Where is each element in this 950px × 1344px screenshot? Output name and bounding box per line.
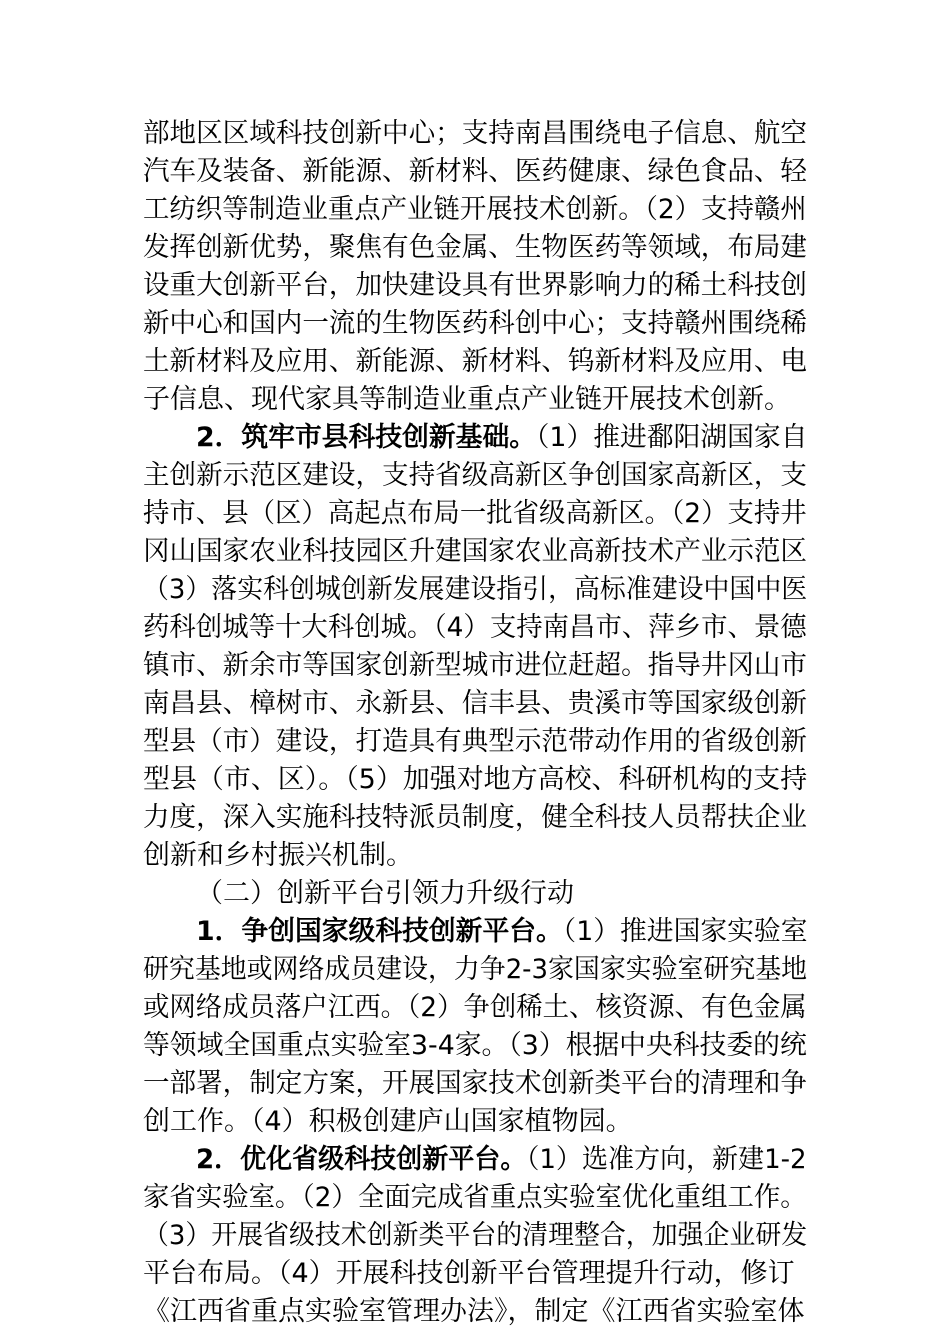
subheading-line — [196, 419, 807, 457]
line-text: （1）推进国家实验室 — [562, 916, 808, 947]
line-text: 冈山国家农业科技园区升建国家农业高新技术产业示范区 — [143, 536, 807, 567]
body-text-line — [143, 761, 807, 799]
line-text: 等领域全国重点实验室3-4家。（3）根据中央科技委的统 — [143, 1030, 807, 1061]
body-text-line — [143, 191, 807, 229]
line-text: 镇市、新余市等国家创新型城市进位赶超。指导井冈山市 — [143, 650, 807, 681]
body-text-line — [143, 533, 807, 571]
section-heading — [196, 875, 574, 913]
line-text: 土新材料及应用、新能源、新材料、钨新材料及应用、电 — [143, 346, 807, 377]
body-text-line — [143, 267, 807, 305]
body-text-line — [143, 571, 807, 609]
line-text: 力度，深入实施科技特派员制度，健全科技人员帮扶企业 — [143, 802, 807, 833]
subheading-bold: 1．争创国家级科技创新平台。 — [196, 916, 563, 947]
body-text-line — [143, 1217, 807, 1255]
subheading-bold: 2．优化省级科技创新平台。 — [196, 1144, 527, 1175]
line-text: （1）推进鄱阳湖国家自 — [536, 422, 808, 453]
body-text-line — [143, 229, 807, 267]
line-text: 药科创城等十大科创城。（4）支持南昌市、萍乡市、景德 — [143, 612, 807, 643]
line-text: 平台布局。（4）开展科技创新平台管理提升行动，修订 — [143, 1258, 795, 1289]
body-text-line — [143, 153, 807, 191]
subheading-line — [196, 1141, 807, 1179]
body-text-line — [143, 1255, 795, 1293]
line-text: 创工作。（4）积极创建庐山国家植物园。 — [143, 1106, 633, 1137]
body-text-line — [143, 495, 807, 533]
line-text: 创新和乡村振兴机制。 — [143, 840, 413, 871]
line-text: 发挥创新优势，聚焦有色金属、生物医药等领域，布局建 — [143, 232, 807, 263]
body-text-line — [143, 457, 807, 495]
line-text: 持市、县（区）高起点布局一批省级高新区。（2）支持井 — [143, 498, 807, 529]
body-text-line — [143, 837, 413, 875]
body-text-line — [143, 1103, 633, 1141]
body-text-line — [143, 343, 807, 381]
body-text-line — [143, 381, 791, 419]
line-text: 部地区区域科技创新中心；支持南昌围绕电子信息、航空 — [143, 118, 807, 149]
subheading-line — [196, 913, 807, 951]
line-text: 工纺织等制造业重点产业链开展技术创新。（2）支持赣州 — [143, 194, 807, 225]
body-text-line — [143, 647, 807, 685]
body-text-line — [143, 989, 807, 1027]
subheading-bold: 2．筑牢市县科技创新基础。 — [196, 422, 537, 453]
line-text: 研究基地或网络成员建设，力争2-3家国家实验室研究基地 — [143, 954, 808, 985]
line-text: 家省实验室。（2）全面完成省重点实验室优化重组工作。 — [143, 1182, 807, 1213]
line-text: 《江西省重点实验室管理办法》，制定《江西省实验室体 — [143, 1296, 805, 1327]
line-text: （1）选准方向，新建1-2 — [526, 1144, 807, 1175]
line-text: 设重大创新平台，加快建设具有世界影响力的稀土科技创 — [143, 270, 807, 301]
line-text: 或网络成员落户江西。（2）争创稀土、核资源、有色金属 — [143, 992, 807, 1023]
section-title: （二）创新平台引领力升级行动 — [196, 878, 574, 909]
body-text-line — [143, 305, 807, 343]
body-text-line — [143, 951, 807, 989]
body-text-line — [143, 1027, 807, 1065]
body-text-line — [143, 799, 807, 837]
line-text: 新中心和国内一流的生物医药科创中心；支持赣州围绕稀 — [143, 308, 807, 339]
body-text-line — [143, 1293, 805, 1331]
body-text-line — [143, 115, 807, 153]
line-text: 一部署，制定方案，开展国家技术创新类平台的清理和争 — [143, 1068, 807, 1099]
line-text: （3）落实科创城创新发展建设指引，高标准建设中国中医 — [143, 574, 808, 605]
line-text: 汽车及装备、新能源、新材料、医药健康、绿色食品、轻 — [143, 156, 807, 187]
line-text: 南昌县、樟树市、永新县、信丰县、贵溪市等国家级创新 — [143, 688, 807, 719]
body-text-line — [143, 1179, 807, 1217]
line-text: （3）开展省级技术创新类平台的清理整合，加强企业研发 — [143, 1220, 808, 1251]
body-text-line — [143, 1065, 807, 1103]
body-text-line — [143, 685, 807, 723]
line-text: 子信息、现代家具等制造业重点产业链开展技术创新。 — [143, 384, 791, 415]
line-text: 型县（市）建设，打造具有典型示范带动作用的省级创新 — [143, 726, 807, 757]
line-text: 主创新示范区建设，支持省级高新区争创国家高新区，支 — [143, 460, 807, 491]
body-text-line — [143, 609, 807, 647]
body-text-line — [143, 723, 807, 761]
line-text: 型县（市、区）。（5）加强对地方高校、科研机构的支持 — [143, 764, 808, 795]
